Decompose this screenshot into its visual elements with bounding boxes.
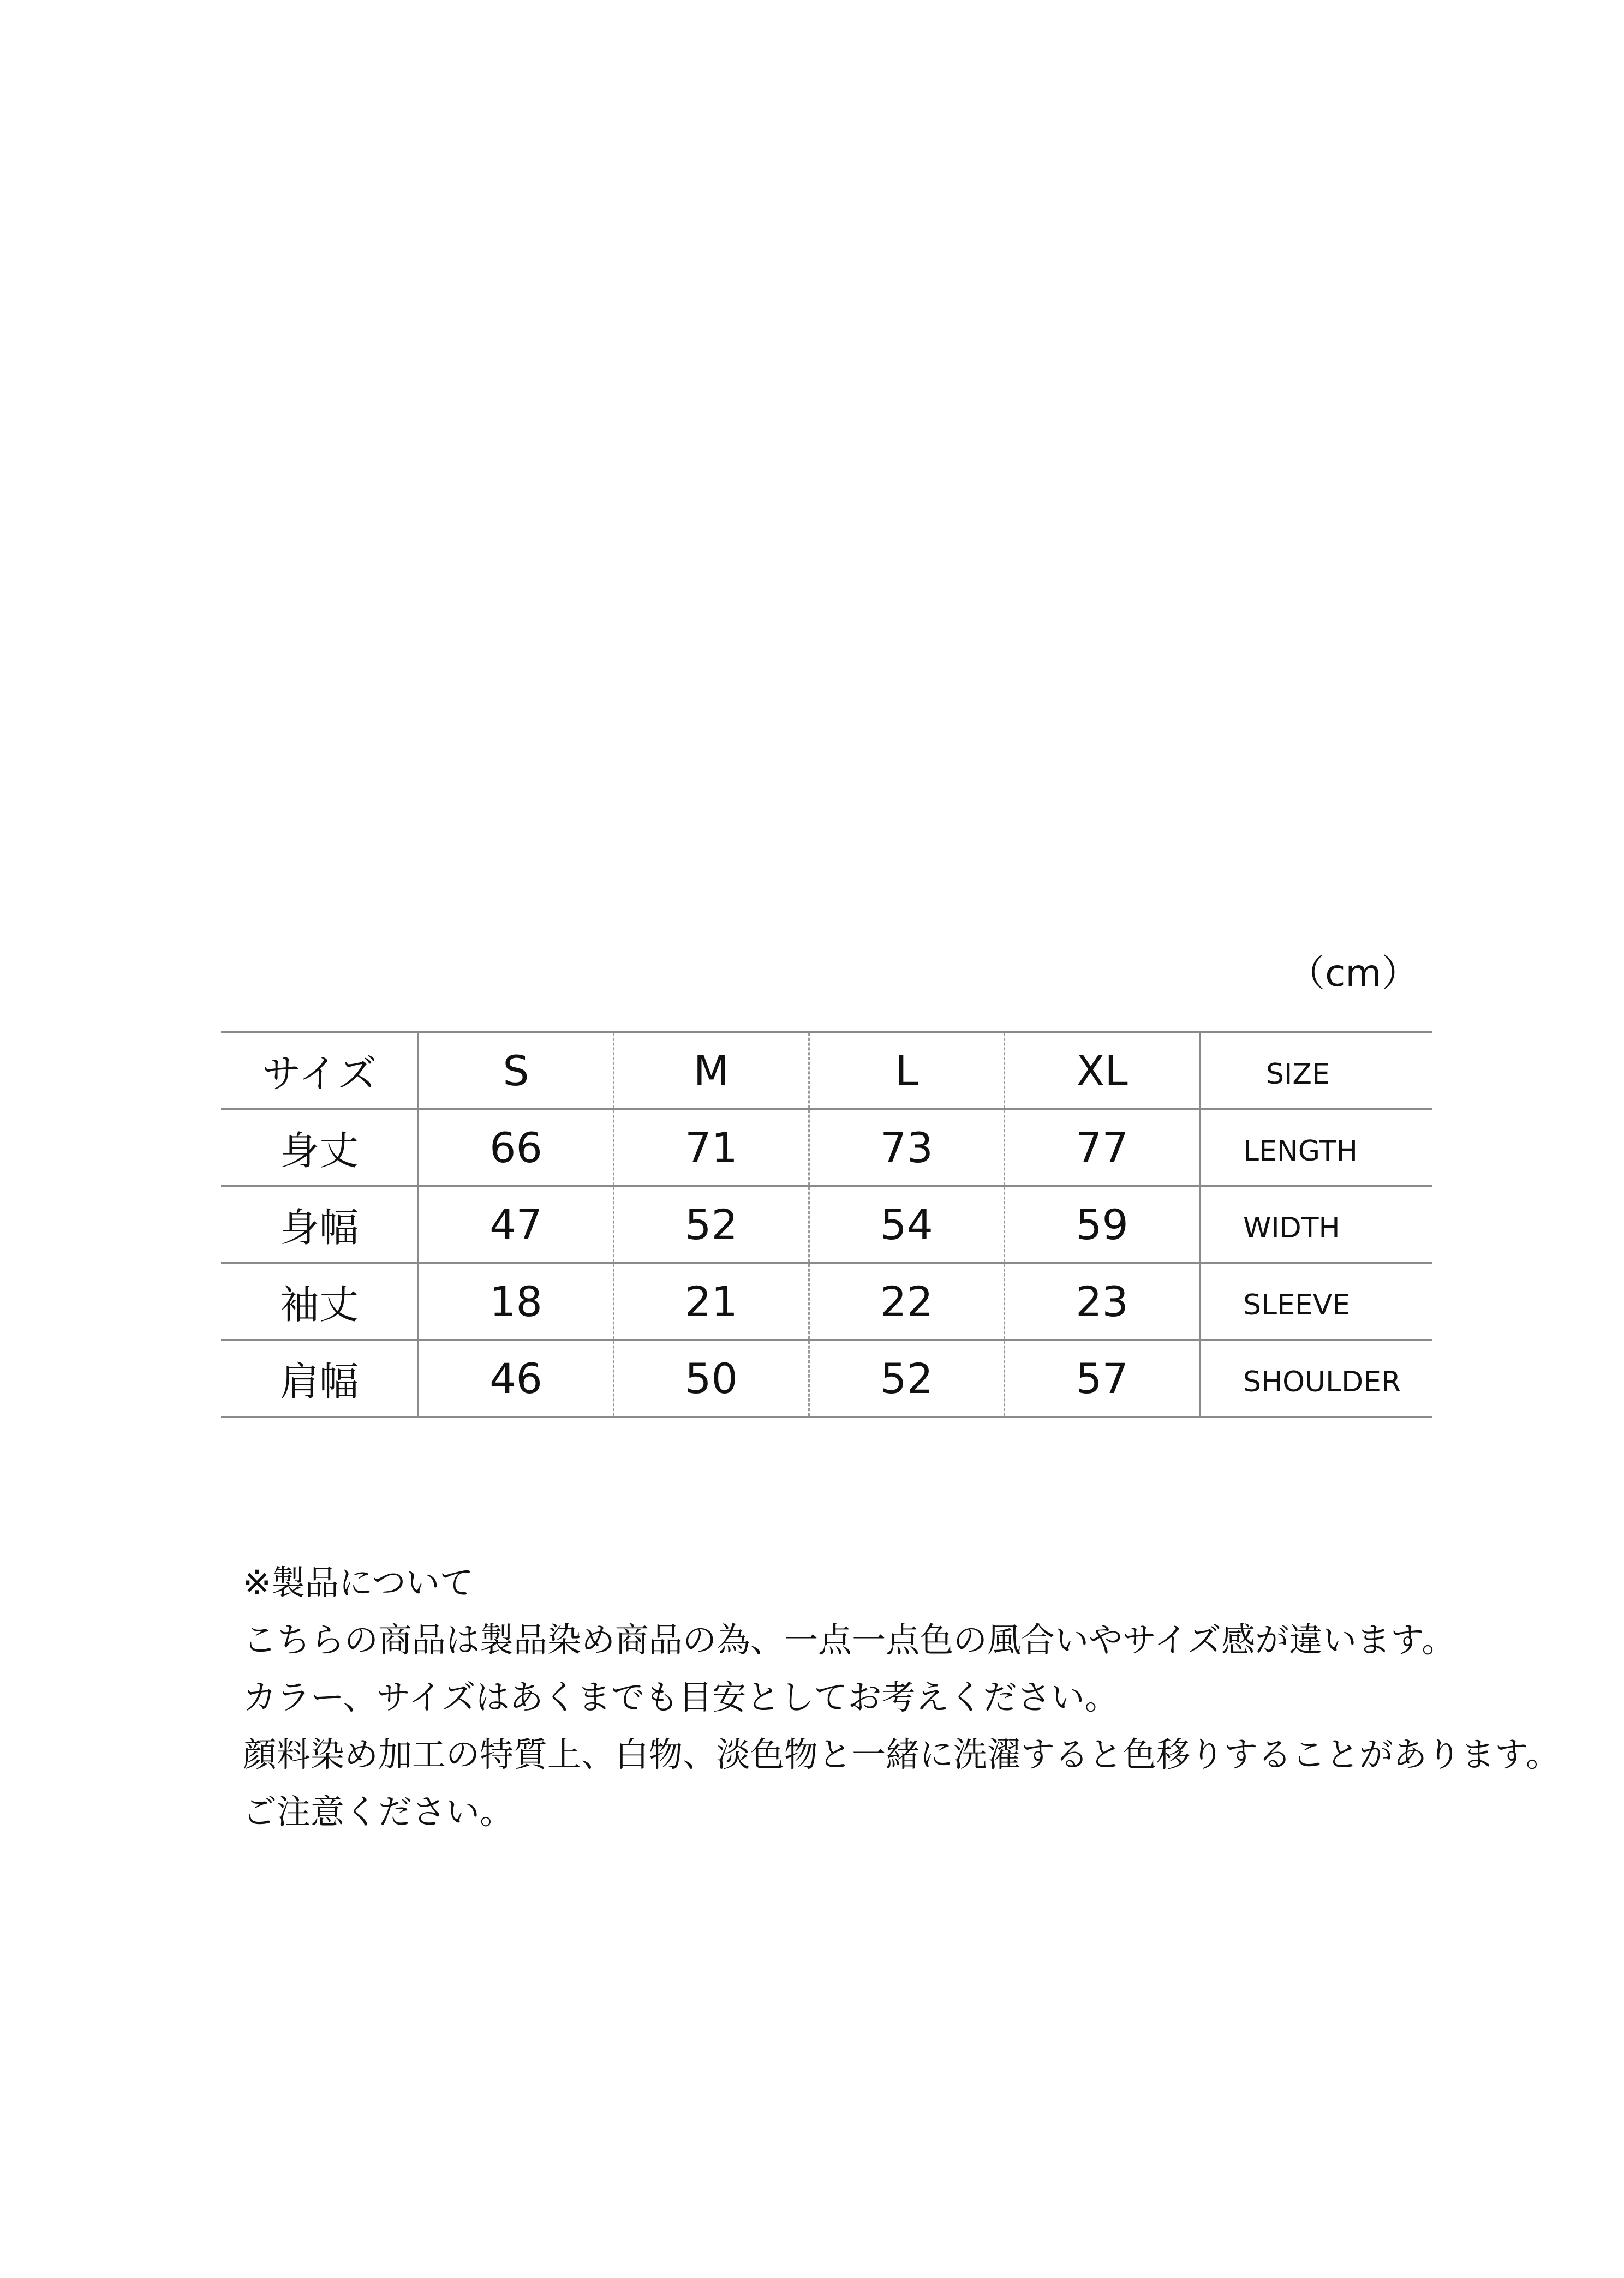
value-s: 47 bbox=[417, 1187, 613, 1262]
unit-label: （cm） bbox=[1288, 952, 1419, 995]
value-m: 71 bbox=[613, 1110, 808, 1185]
notes-line: 顔料染め加工の特質上、白物、淡色物と一緒に洗濯すると色移りすることがあります。 bbox=[243, 1735, 1560, 1774]
row-label: 肩幅 bbox=[279, 1359, 359, 1404]
header-size-l: L bbox=[808, 1033, 1004, 1108]
value-m: 50 bbox=[613, 1341, 808, 1416]
value-l: 22 bbox=[808, 1264, 1004, 1339]
value-xl: 57 bbox=[1004, 1341, 1199, 1416]
value-s: 66 bbox=[417, 1110, 613, 1185]
value-l: 73 bbox=[808, 1110, 1004, 1185]
value-xl: 59 bbox=[1004, 1187, 1199, 1262]
table-row-length bbox=[221, 1110, 1432, 1187]
header-size-m: M bbox=[613, 1033, 808, 1108]
header-label: サイズ bbox=[261, 1051, 377, 1097]
table-row-sleeve bbox=[221, 1264, 1432, 1341]
table-row-shoulder bbox=[221, 1341, 1432, 1418]
value-xl: 23 bbox=[1004, 1264, 1199, 1339]
notes-line: カラー、サイズはあくまでも目安としてお考えください。 bbox=[243, 1677, 1119, 1717]
value-s: 18 bbox=[417, 1264, 613, 1339]
row-label: 袖丈 bbox=[279, 1282, 359, 1328]
notes-title: ※製品について bbox=[243, 1563, 474, 1603]
value-xl: 77 bbox=[1004, 1110, 1199, 1185]
value-m: 21 bbox=[613, 1264, 808, 1339]
size-table bbox=[221, 1031, 1432, 1418]
header-english: SIZE bbox=[1199, 1033, 1432, 1108]
row-english: SLEEVE bbox=[1199, 1264, 1432, 1339]
row-label: 身丈 bbox=[279, 1128, 359, 1174]
notes-line: こちらの商品は製品染め商品の為、一点一点色の風合いやサイズ感が違います。 bbox=[243, 1620, 1456, 1660]
table-row-width bbox=[221, 1187, 1432, 1264]
product-notes bbox=[243, 1554, 1580, 1840]
row-english: LENGTH bbox=[1199, 1110, 1432, 1185]
header-size-s: S bbox=[417, 1033, 613, 1108]
value-l: 54 bbox=[808, 1187, 1004, 1262]
row-english: SHOULDER bbox=[1199, 1341, 1432, 1416]
value-s: 46 bbox=[417, 1341, 613, 1416]
value-l: 52 bbox=[808, 1341, 1004, 1416]
row-label: 身幅 bbox=[279, 1205, 359, 1251]
row-english: WIDTH bbox=[1199, 1187, 1432, 1262]
value-m: 52 bbox=[613, 1187, 808, 1262]
table-header-row bbox=[221, 1031, 1432, 1110]
header-size-xl: XL bbox=[1004, 1033, 1199, 1108]
notes-line: ご注意ください。 bbox=[243, 1792, 514, 1832]
